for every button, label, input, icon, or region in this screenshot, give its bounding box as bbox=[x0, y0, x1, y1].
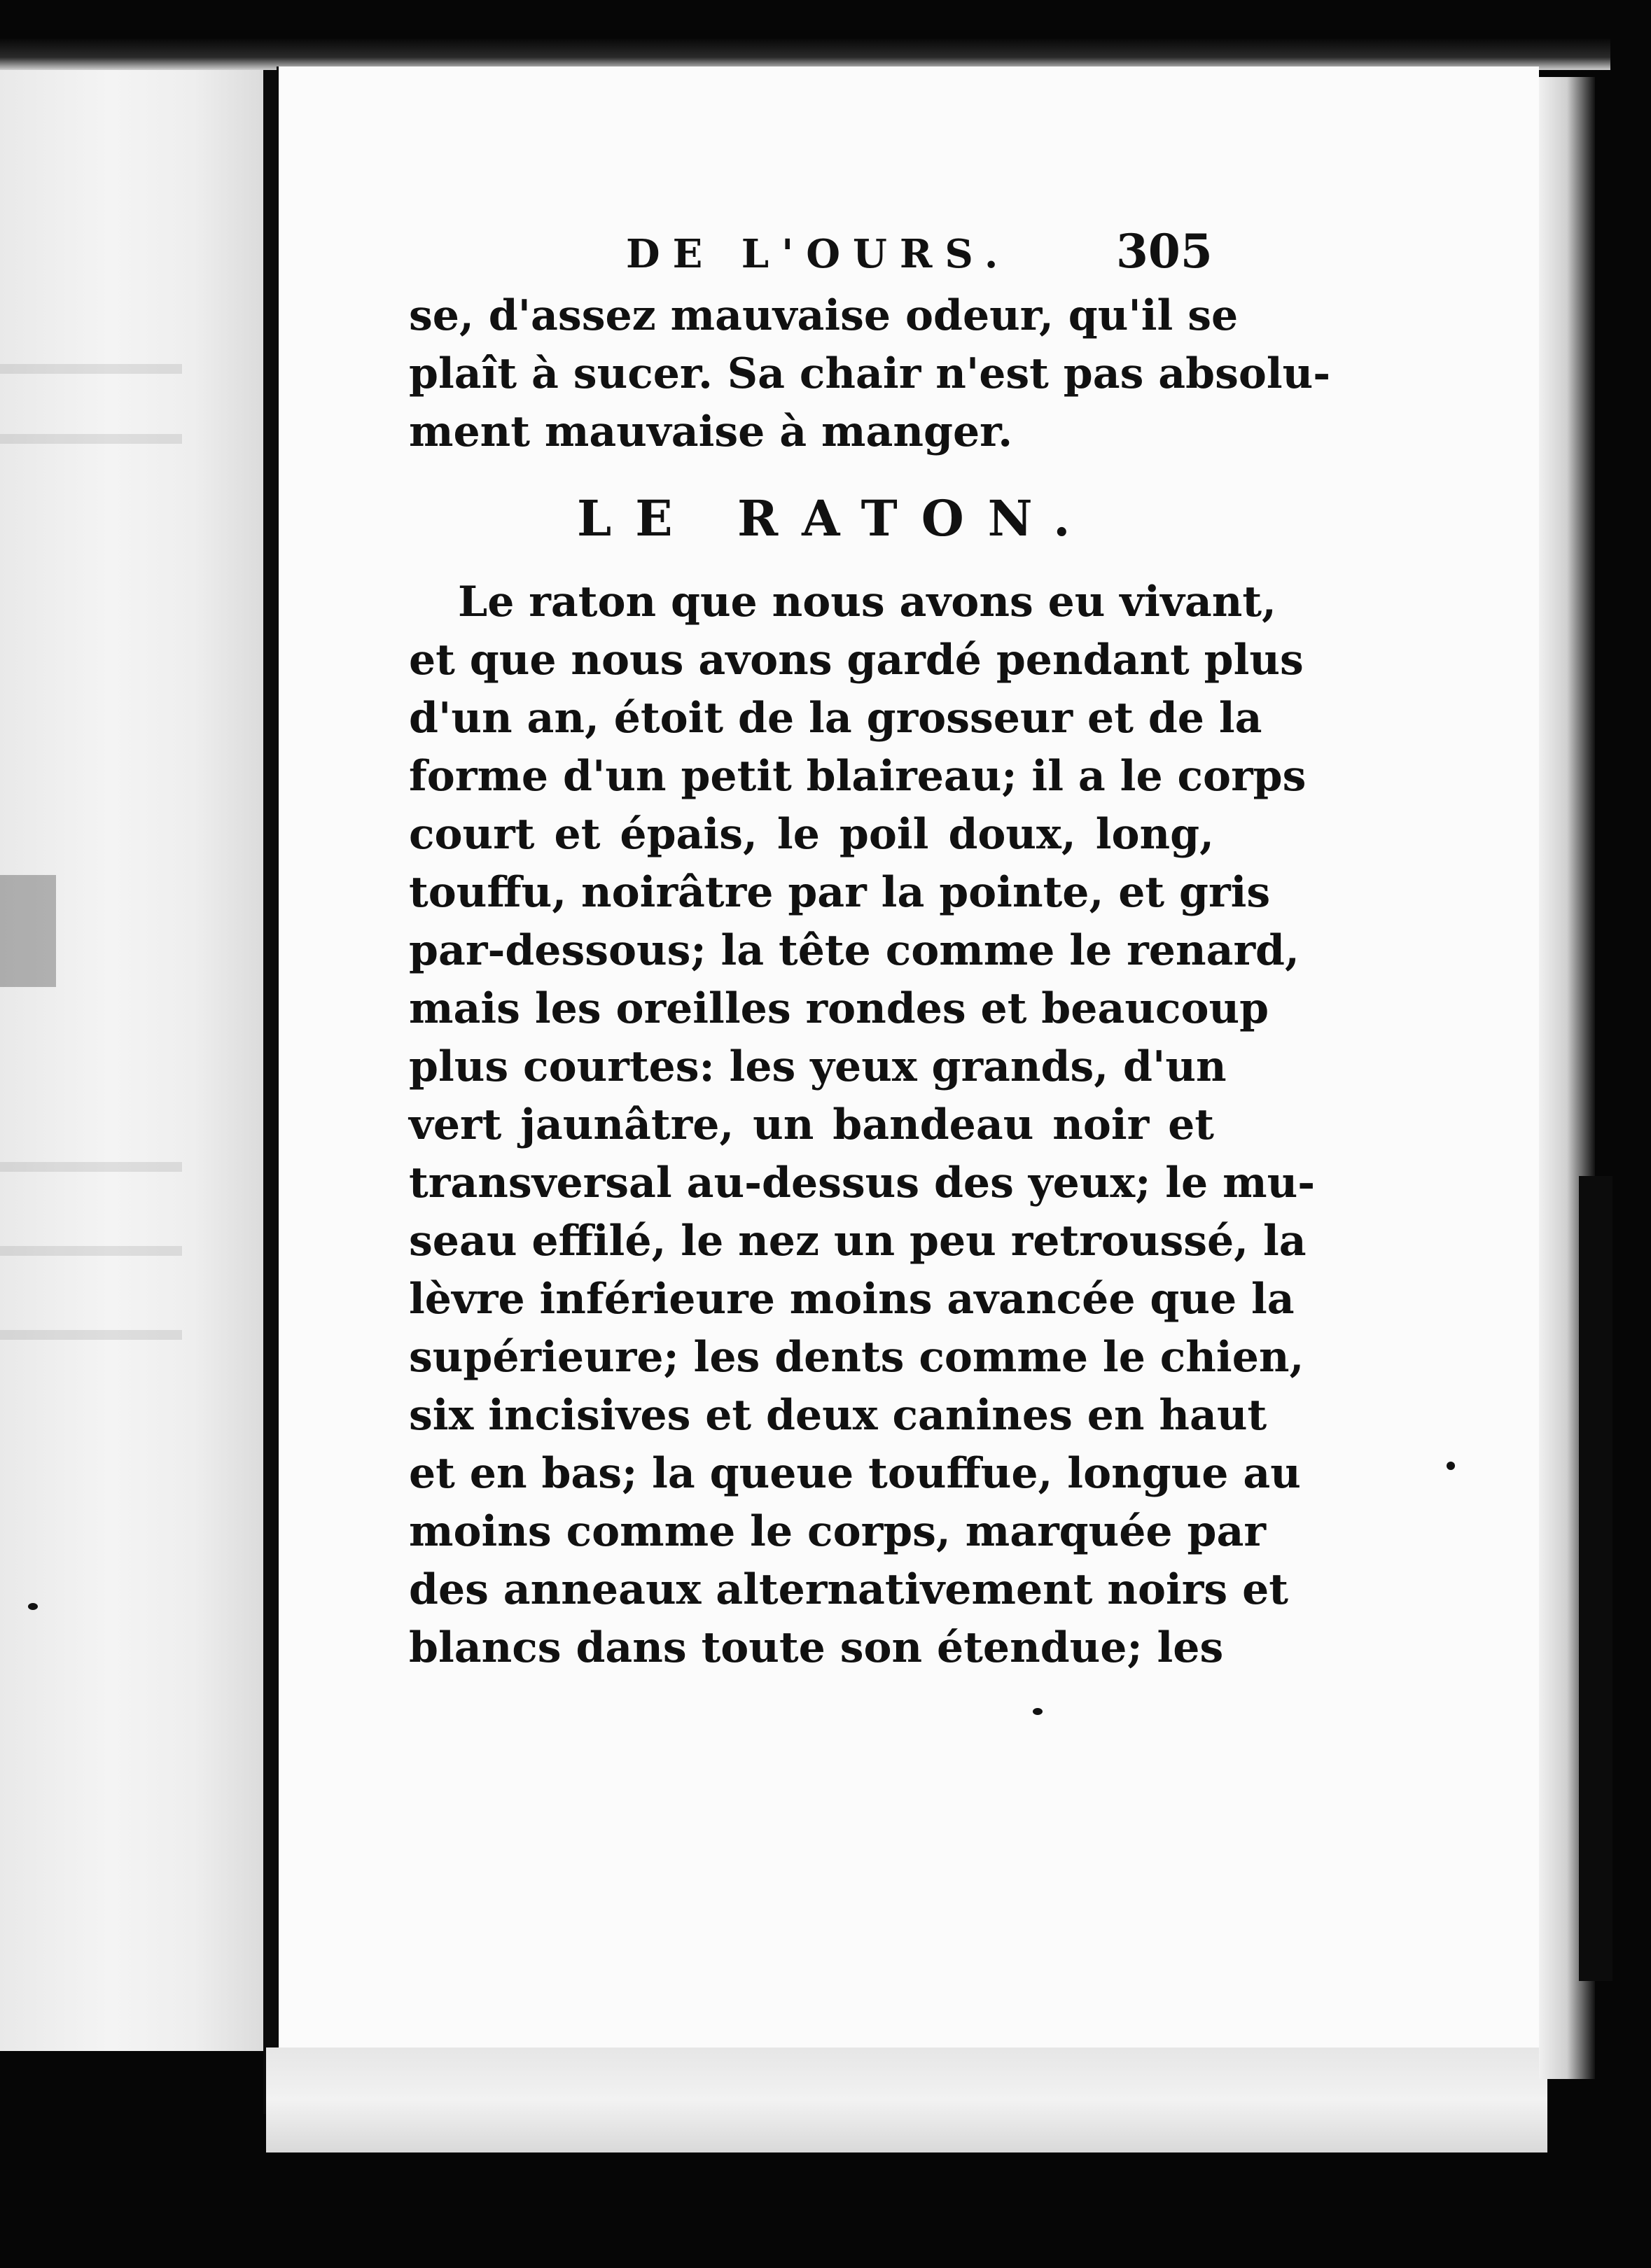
text-line: court et épais, le poil doux, long, bbox=[409, 810, 1214, 859]
text-line: ment mauvaise à manger. bbox=[409, 407, 1013, 456]
page-bottom-edge bbox=[266, 2047, 1547, 2152]
text-line: mais les oreilles rondes et beaucoup bbox=[409, 984, 1269, 1033]
text-line: des anneaux alternativement noirs et bbox=[409, 1565, 1288, 1614]
speck bbox=[1447, 1462, 1455, 1470]
running-head bbox=[409, 224, 1214, 287]
text-line: d'un an, étoit de la grosseur et de la bbox=[409, 694, 1262, 743]
speck bbox=[28, 1603, 38, 1610]
text-line: six incisives et deux canines en haut bbox=[409, 1391, 1267, 1440]
previous-page bbox=[0, 70, 277, 2051]
page-number: 305 bbox=[1116, 224, 1213, 279]
text-line: et que nous avons gardé pendant plus bbox=[409, 636, 1304, 685]
text-line: seau effilé, le nez un peu retroussé, la bbox=[409, 1217, 1307, 1266]
bleed-through-line bbox=[0, 364, 182, 374]
text-block bbox=[409, 224, 1331, 1677]
text-line: plaît à sucer. Sa chair n'est pas absolu- bbox=[409, 349, 1331, 398]
text-line: par-dessous; la tête comme le renard, bbox=[409, 926, 1300, 975]
continuation-paragraph bbox=[409, 287, 1331, 461]
bleed-through-line bbox=[0, 434, 182, 444]
ink-blot bbox=[0, 875, 56, 987]
text-line: moins comme le corps, marquée par bbox=[409, 1507, 1266, 1556]
text-line: touffu, noirâtre par la pointe, et gris bbox=[409, 868, 1271, 917]
text-line: supérieure; les dents comme le chien, bbox=[409, 1333, 1304, 1382]
text-line: se, d'assez mauvaise odeur, qu'il se bbox=[409, 291, 1239, 340]
running-title: DE L'OURS. bbox=[626, 231, 1011, 277]
top-shadow bbox=[0, 38, 1610, 70]
text-line: vert jaunâtre, un bandeau noir et bbox=[409, 1100, 1214, 1149]
text-line: et en bas; la queue touffue, longue au bbox=[409, 1449, 1301, 1498]
text-line: blancs dans toute son étendue; les bbox=[409, 1623, 1224, 1672]
section-heading bbox=[409, 461, 1214, 566]
speck bbox=[1033, 1708, 1043, 1715]
text-line: plus courtes: les yeux grands, d'un bbox=[409, 1042, 1227, 1091]
body-paragraph bbox=[409, 573, 1316, 1677]
right-shadow-bar bbox=[1579, 1176, 1612, 1981]
bleed-through-line bbox=[0, 1162, 182, 1172]
binding-gutter bbox=[263, 70, 279, 2114]
bleed-through-line bbox=[0, 1246, 182, 1256]
text-line: forme d'un petit blaireau; il a le corps bbox=[409, 752, 1307, 801]
text-line: Le raton que nous avons eu vivant, bbox=[458, 578, 1276, 626]
bleed-through-line bbox=[0, 1330, 182, 1340]
section-heading-text: LE RATON. bbox=[577, 489, 1094, 547]
text-line: transversal au-dessus des yeux; le mu- bbox=[409, 1158, 1316, 1208]
text-line: lèvre inférieure moins avancée que la bbox=[409, 1275, 1295, 1324]
